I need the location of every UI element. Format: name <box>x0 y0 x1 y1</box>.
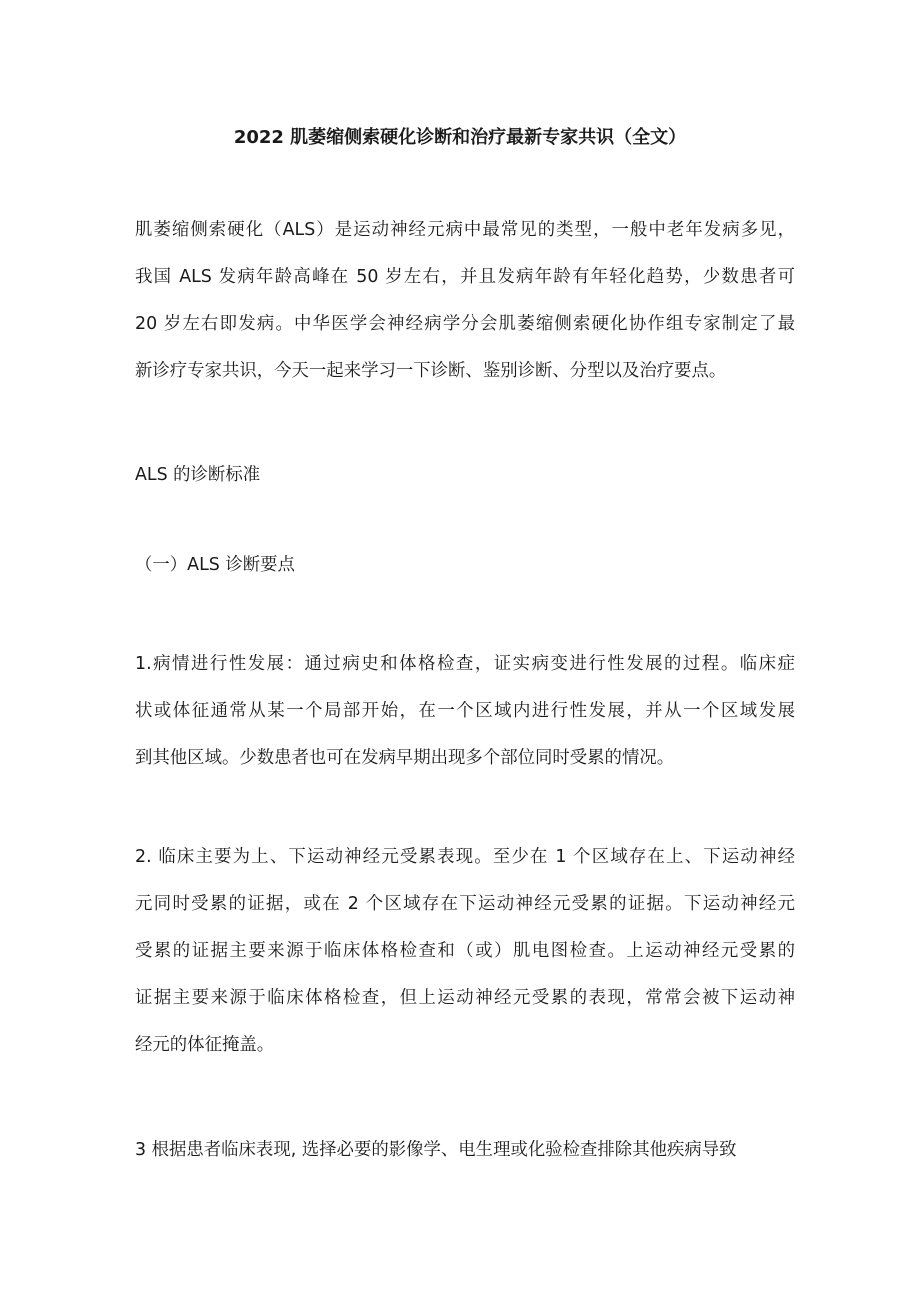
subsection-heading <box>135 542 795 589</box>
point-2-line: 经元的体征掩盖。 <box>135 1035 275 1055</box>
intro-line: 新诊疗专家共识，今天一起来学习一下诊断、鉴别诊断、分型以及治疗要点。 <box>135 361 727 381</box>
subsection-heading-text: （一）ALS 诊断要点 <box>135 555 295 575</box>
point-3-line: 3 根据患者临床表现, 选择必要的影像学、电生理或化验检查排除其他疾病导致 <box>135 1140 737 1160</box>
intro-line: 我国 ALS 发病年龄高峰在 50 岁左右，并且发病年龄有年轻化趋势，少数患者可 <box>135 267 795 287</box>
point-1-line: 1.病情进行性发展：通过病史和体格检查，证实病变进行性发展的过程。临床症 <box>135 654 795 674</box>
section-heading-text: ALS 的诊断标准 <box>135 465 261 485</box>
point-2-line: 2. 临床主要为上、下运动神经元受累表现。至少在 1 个区域存在上、下运动神经 <box>135 847 795 867</box>
point-2-paragraph <box>135 834 795 1069</box>
intro-line: 20 岁左右即发病。中华医学会神经病学分会肌萎缩侧索硬化协作组专家制定了最 <box>135 314 795 334</box>
section-heading <box>135 452 795 499</box>
intro-line: 肌萎缩侧索硬化（ALS）是运动神经元病中最常见的类型，一般中老年发病多见， <box>135 220 795 240</box>
document-title: 2022 肌萎缩侧索硬化诊断和治疗最新专家共识（全文） <box>233 127 687 148</box>
point-2-line: 证据主要来源于临床体格检查，但上运动神经元受累的表现，常常会被下运动神 <box>135 988 795 1008</box>
point-1-line: 状或体征通常从某一个局部开始，在一个区域内进行性发展，并从一个区域发展 <box>135 701 795 721</box>
point-1-line: 到其他区域。少数患者也可在发病早期出现多个部位同时受累的情况。 <box>135 748 675 768</box>
point-1-paragraph <box>135 641 795 782</box>
point-3-paragraph <box>135 1127 795 1174</box>
point-2-line: 受累的证据主要来源于临床体格检查和（或）肌电图检查。上运动神经元受累的 <box>135 941 795 961</box>
intro-paragraph <box>135 207 795 395</box>
point-2-line: 元同时受累的证据，或在 2 个区域存在下运动神经元受累的证据。下运动神经元 <box>135 894 795 914</box>
